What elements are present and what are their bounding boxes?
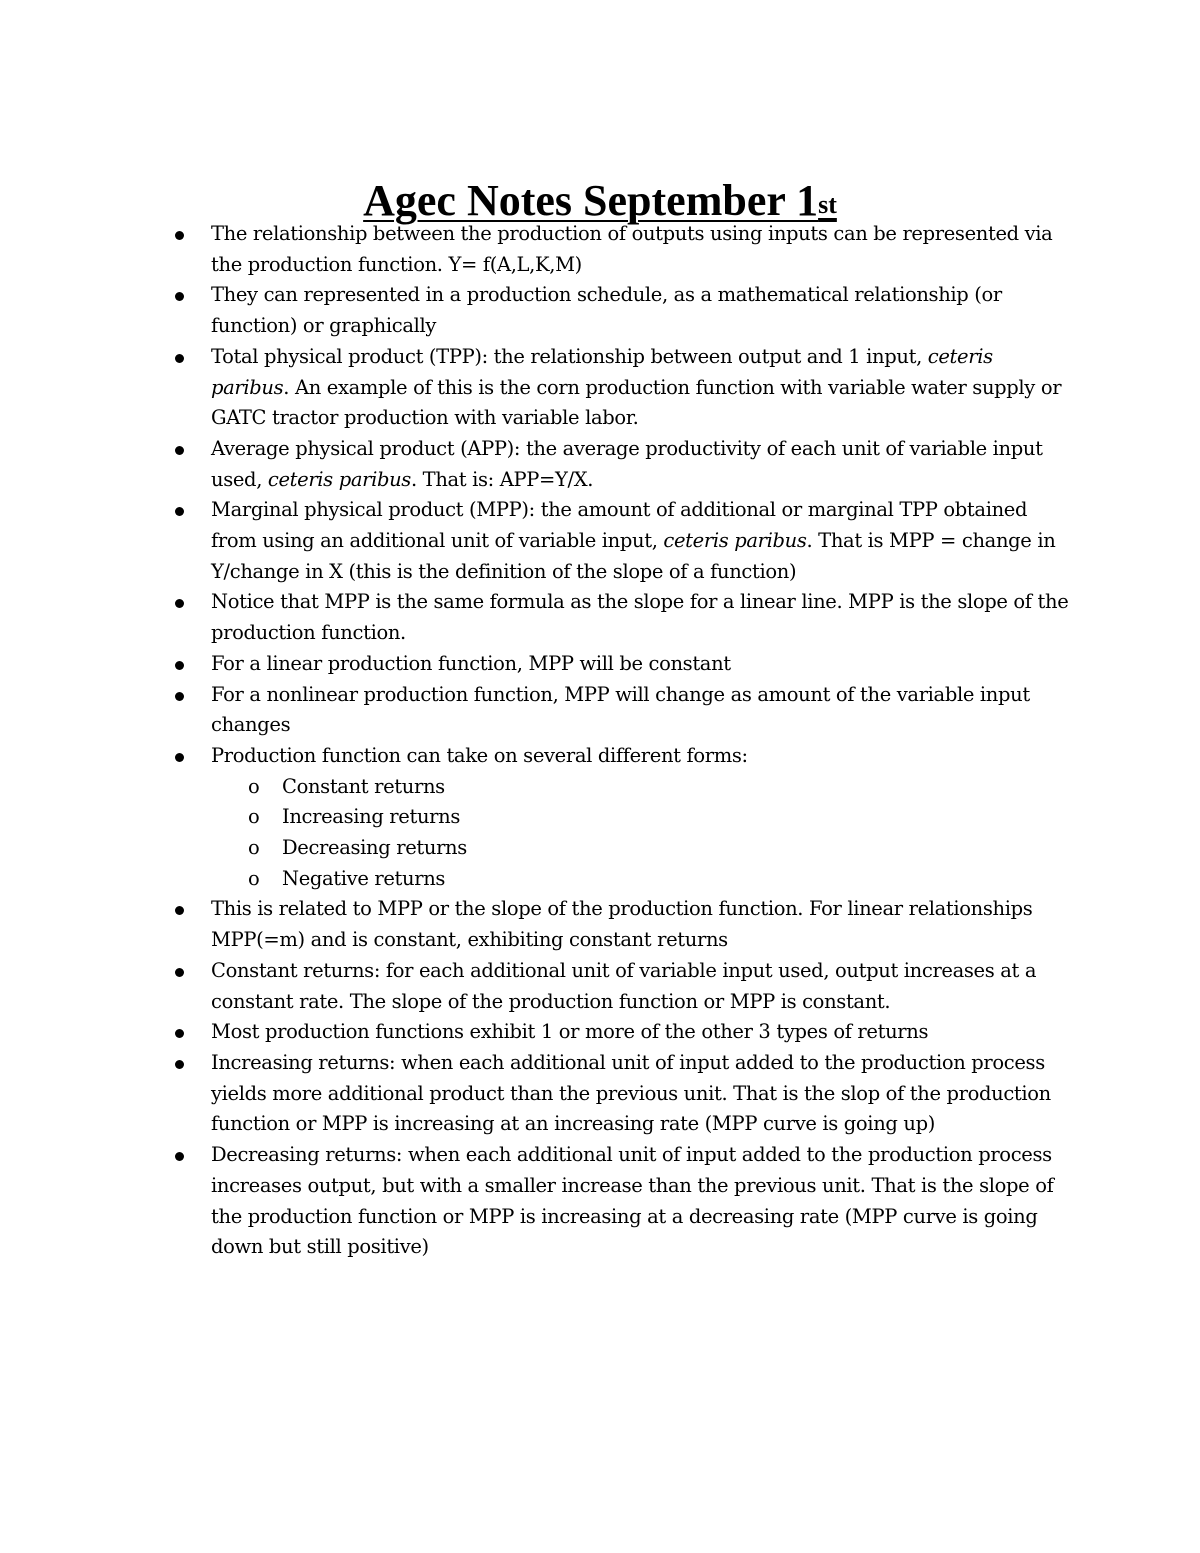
bullet-text xyxy=(211,1143,1053,1258)
sub-list-item xyxy=(211,833,1073,864)
sub-list xyxy=(211,772,1073,895)
bullet-text xyxy=(211,590,1068,644)
bullet-text xyxy=(211,283,1002,337)
bullet-item xyxy=(173,1048,1073,1140)
bullet-item xyxy=(173,741,1073,895)
title-superscript: st xyxy=(818,190,837,220)
bullet-item xyxy=(173,956,1073,1017)
bullet-item xyxy=(173,280,1073,341)
italic-term: ceteris paribus xyxy=(211,344,993,399)
bullet-text xyxy=(211,897,1032,951)
text-run: . An example of this is the corn production function with variable water supply or GATC tractor production with variable labor. xyxy=(211,375,1062,430)
bullet-item xyxy=(173,680,1073,741)
bullet-text xyxy=(211,744,748,767)
text-run: The relationship between the production of outputs using inputs can be represented via the production function. Y= f(A,L,K,M) xyxy=(211,222,1053,276)
bullet-text xyxy=(211,437,1043,491)
bullet-item xyxy=(173,342,1073,434)
bullet-text xyxy=(211,345,1061,429)
italic-term: ceteris paribus xyxy=(267,467,411,491)
bullet-item xyxy=(173,1017,1073,1048)
text-run: Increasing returns: when each additional unit of input added to the production process yields more additional product than the previous unit. That is the slop of the production function or MPP is increasing at an increasing rate (MPP curve is going up) xyxy=(211,1050,1051,1136)
bullet-item xyxy=(173,495,1073,587)
sub-item-text: Negative returns xyxy=(282,866,446,890)
bullet-text xyxy=(211,959,1036,1013)
text-run: Total physical product (TPP): the relationship between output and 1 input, xyxy=(211,344,928,368)
sub-item-text: Decreasing returns xyxy=(282,836,467,860)
text-run: For a nonlinear production function, MPP will change as amount of the variable input changes xyxy=(211,682,1030,737)
sub-list-item xyxy=(211,772,1073,803)
text-run: For a linear production function, MPP will be constant xyxy=(211,651,731,675)
text-run: Most production functions exhibit 1 or more of the other 3 types of returns xyxy=(211,1020,929,1044)
text-run: This is related to MPP or the slope of the production function. For linear relationships MPP(=m) and is constant, exhibiting constant returns xyxy=(211,897,1033,952)
text-run: Average physical product (APP): the average productivity of each unit of variable input used, xyxy=(211,436,1043,491)
text-run: . That is MPP = change in Y/change in X (this is the definition of the slope of a function) xyxy=(211,529,1056,583)
text-run: Decreasing returns: when each additional unit of input added to the production process increases output, but with a smaller increase than the previous unit. That is the slope of the production function or MPP is increasing at a decreasing rate (MPP curve is going down but still positive) xyxy=(211,1143,1054,1259)
text-run: Marginal physical product (MPP): the amount of additional or marginal TPP obtained from using an additional unit of variable input, xyxy=(211,498,1028,553)
sub-item-text: Constant returns xyxy=(282,774,445,798)
bullet-item xyxy=(173,649,1073,680)
bullet-item xyxy=(173,1140,1073,1263)
bullet-text xyxy=(211,683,1030,737)
sub-list-item xyxy=(211,802,1073,833)
text-run: . That is: APP=Y/X. xyxy=(410,467,594,491)
bullet-text xyxy=(211,1020,928,1043)
sub-bullet-marker: o xyxy=(248,866,260,890)
sub-bullet-marker: o xyxy=(248,805,260,829)
bullet-text xyxy=(211,652,731,675)
text-run: Constant returns: for each additional unit of variable input used, output increases at a constant rate. The slope of the production function or MPP is constant. xyxy=(211,958,1037,1013)
text-run: Production function can take on several different forms: xyxy=(211,743,748,767)
bullet-item xyxy=(173,434,1073,495)
text-run: Notice that MPP is the same formula as the slope for a linear line. MPP is the slope of the production function. xyxy=(211,590,1069,645)
bullet-item xyxy=(173,894,1073,955)
bullet-text xyxy=(211,222,1052,276)
bullet-item xyxy=(173,587,1073,648)
text-run: They can represented in a production schedule, as a mathematical relationship (or function) or graphically xyxy=(211,283,1002,338)
notes-list xyxy=(173,219,1073,1263)
bullet-text xyxy=(211,1051,1051,1135)
sub-list-item xyxy=(211,864,1073,895)
bullet-item xyxy=(173,219,1073,280)
sub-bullet-marker: o xyxy=(248,836,260,860)
sub-bullet-marker: o xyxy=(248,774,260,798)
title-text: Agec Notes September 1 xyxy=(363,176,819,226)
italic-term: ceteris paribus xyxy=(663,529,807,553)
sub-item-text: Increasing returns xyxy=(282,805,460,829)
bullet-text xyxy=(211,498,1055,582)
